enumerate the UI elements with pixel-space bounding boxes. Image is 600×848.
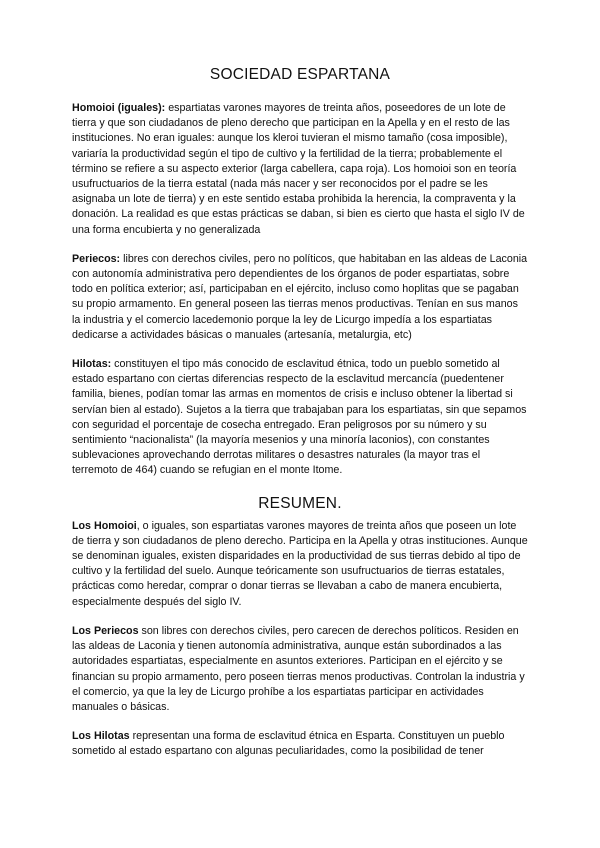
term-homoioi: Homoioi (iguales):: [72, 102, 166, 114]
paragraph-homoioi: [72, 101, 528, 238]
term-periecos: Periecos:: [72, 252, 121, 265]
summary-text-periecos: son libres con derechos civiles, pero carecen de derechos políticos. Residen en las aldeas de Laconia y tienen autonomía administrativa, aunque están subordinados a las autoridades espartiatas, especialmente en asuntos exteriores. Participan en el ejército y se financian su propio armamento, pero poseen tierras menos productivas. Controlan la industria y el comercio, ya que la ley de Licurgo prohíbe a los espartiatas participar en actividades manuales o básicas.: [72, 624, 525, 713]
text-homoioi: espartiatas varones mayores de treinta años, poseedores de un lote de tierra y que son ciudadanos de pleno derecho que participan en la Apella y en el resto de las instituciones. No eran iguales: aunque los kleroi tuvieran el mismo tamaño (cosa imposible), variaría la productividad según el tipo de cultivo y la fertilidad de la tierra; probablemente el término se refiere a su aspecto exterior (larga cabellera, capa roja). Los homoioi son en teoría usufructuarios de la tierra estatal (nada más nacer y ser reconocidos por el padre se les asignaba un lote de tierra) y en este sentido estaba prohibida la herencia, la compraventa y la donación. La realidad es que estas prácticas se daban, si bien es cierto que hasta el siglo IV de una forma encubierta y no generalizada: [72, 102, 525, 236]
paragraph-periecos: [72, 252, 528, 343]
summary-text-hilotas: representan una forma de esclavitud étnica en Esparta. Constituyen un pueblo sometido al estado espartano con algunas peculiaridades, como la posibilidad de tener: [72, 730, 505, 758]
summary-text-homoioi: , o iguales, son espartiatas varones mayores de treinta años que poseen un lote de tierra y son ciudadanos de pleno derecho. Participa en la Apella y otras instituciones. Aunque se denominan iguales, existen disparidades en la productividad de sus tierras debido al tipo de cultivo y la fertilidad del suelo. Aunque teóricamente son usufructuarios de tierras estatales, prácticas como heredar, comprar o donar tierras se llevaban a cabo de manera encubierta, especialmente después del siglo IV.: [72, 519, 528, 608]
term-hilotas: Hilotas:: [72, 358, 112, 371]
summary-paragraph-homoioi: [72, 519, 528, 610]
summary-paragraph-hilotas: [72, 729, 528, 759]
summary-term-hilotas: Los Hilotas: [72, 730, 130, 743]
summary-title: RESUMEN.: [258, 494, 342, 512]
summary-paragraph-periecos: [72, 624, 528, 715]
paragraph-hilotas: [72, 357, 528, 479]
text-hilotas: constituyen el tipo más conocido de esclavitud étnica, todo un pueblo sometido al estado espartano con ciertas diferencias respecto de la esclavitud mercancía (puedentener familia, bienes, podían tomar las armas en momentos de crisis e incluso obtener la libertad si servían bien al estado). Sujetos a la tierra que trabajaban para los espartiatas, sin que sepamos con seguridad el porcentaje de cosecha entregado. Eran peligrosos por su número y su sentimiento “nacionalista” (la mayoría mesenios y una minoría laconios), con constantes sublevaciones aprovechando derrotas militares o desastres naturales (la mayor tras el terremoto de 464) cuando se refugian en el monte Itome.: [72, 358, 527, 477]
summary-term-periecos: Los Periecos: [72, 624, 139, 637]
page-title: SOCIEDAD ESPARTANA: [209, 66, 391, 83]
text-periecos: libres con derechos civiles, pero no políticos, que habitaban en las aldeas de Laconia con autonomía administrativa pero dependientes de los órganos de poder espartiatas, sobre todo en política exterior; así, participaban en el ejército, incluso como hoplitas que se pagaban su propio armamento. En general poseen las tierras menos productivas. Tenían en sus manos la industria y el comercio lacedemonio porque la ley de Licurgo impedía a los espartiatas dedicarse a actividades básicas o manuales (artesanía, metalurgia, etc): [72, 252, 528, 341]
summary-term-homoioi: Los Homoioi: [72, 519, 137, 532]
